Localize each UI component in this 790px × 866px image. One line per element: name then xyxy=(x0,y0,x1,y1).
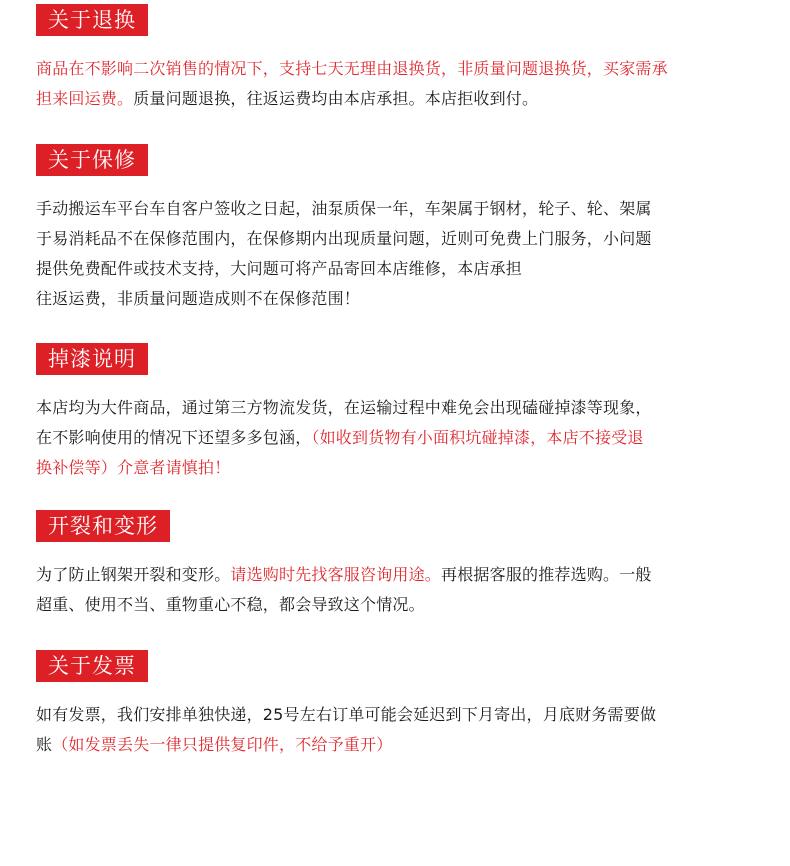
text-span: 如有发票，我们安排单独快递，25号左右订单可能会延迟到下月寄出，月底财务需要做 xyxy=(36,705,657,724)
text-span: 在不影响使用的情况下还望多多包涵， xyxy=(36,428,312,447)
section-body xyxy=(36,194,766,314)
section-heading: 关于发票 xyxy=(36,650,148,682)
text-span: 担来回运费。 xyxy=(36,89,134,108)
section-warranty xyxy=(0,144,790,314)
section-heading: 掉漆说明 xyxy=(36,343,148,375)
text-span: 提供免费配件或技术支持，大问题可将产品寄回本店维修，本店承担 xyxy=(36,259,523,278)
section-body xyxy=(36,393,766,483)
section-heading: 开裂和变形 xyxy=(36,510,170,542)
body-line xyxy=(36,224,766,254)
body-line xyxy=(36,84,766,114)
text-span: 换补偿等）介意者请慎拍！ xyxy=(36,458,231,477)
body-line xyxy=(36,560,766,590)
text-span: 再根据客服的推荐选购。一般 xyxy=(441,565,652,584)
text-span: 商品在不影响二次销售的情况下，支持七天无理由退换货，非质量问题退换货，买家需承 xyxy=(36,59,668,78)
section-heading: 关于保修 xyxy=(36,144,148,176)
text-span: 为了防止钢架开裂和变形。 xyxy=(36,565,231,584)
section-paint xyxy=(0,343,790,483)
text-span: 账 xyxy=(36,735,53,754)
section-body xyxy=(36,560,766,620)
section-heading: 关于退换 xyxy=(36,4,148,36)
section-body xyxy=(36,54,766,114)
body-line xyxy=(36,590,766,620)
section-cracking xyxy=(0,510,790,620)
text-span: 手动搬运车平台车自客户签收之日起，油泵质保一年，车架属于钢材，轮子、轮、架属 xyxy=(36,199,652,218)
body-line xyxy=(36,284,766,314)
body-line xyxy=(36,194,766,224)
body-line xyxy=(36,254,766,284)
text-span: （如发票丢失一律只提供复印件，不给予重开） xyxy=(52,735,393,754)
body-line xyxy=(36,393,766,423)
body-line xyxy=(36,453,766,483)
text-span: 超重、使用不当、重物重心不稳，都会导致这个情况。 xyxy=(36,595,425,614)
section-returns xyxy=(0,4,790,114)
text-span: （如收到货物有小面积坑碰掉漆，本店不接受退 xyxy=(311,428,644,447)
text-span: 往返运费，非质量问题造成则不在保修范围！ xyxy=(36,289,361,308)
section-body xyxy=(36,700,766,760)
body-line xyxy=(36,54,766,84)
section-invoice xyxy=(0,650,790,760)
text-span: 本店均为大件商品，通过第三方物流发货，在运输过程中难免会出现磕碰掉漆等现象， xyxy=(36,398,652,417)
text-span: 请选购时先找客服咨询用途。 xyxy=(230,565,442,584)
body-line xyxy=(36,423,766,453)
text-span: 于易消耗品不在保修范围内，在保修期内出现质量问题，近则可免费上门服务，小问题 xyxy=(36,229,652,248)
text-span: 质量问题退换，往返运费均由本店承担。本店拒收到付。 xyxy=(133,89,539,108)
body-line xyxy=(36,700,766,730)
body-line xyxy=(36,730,766,760)
